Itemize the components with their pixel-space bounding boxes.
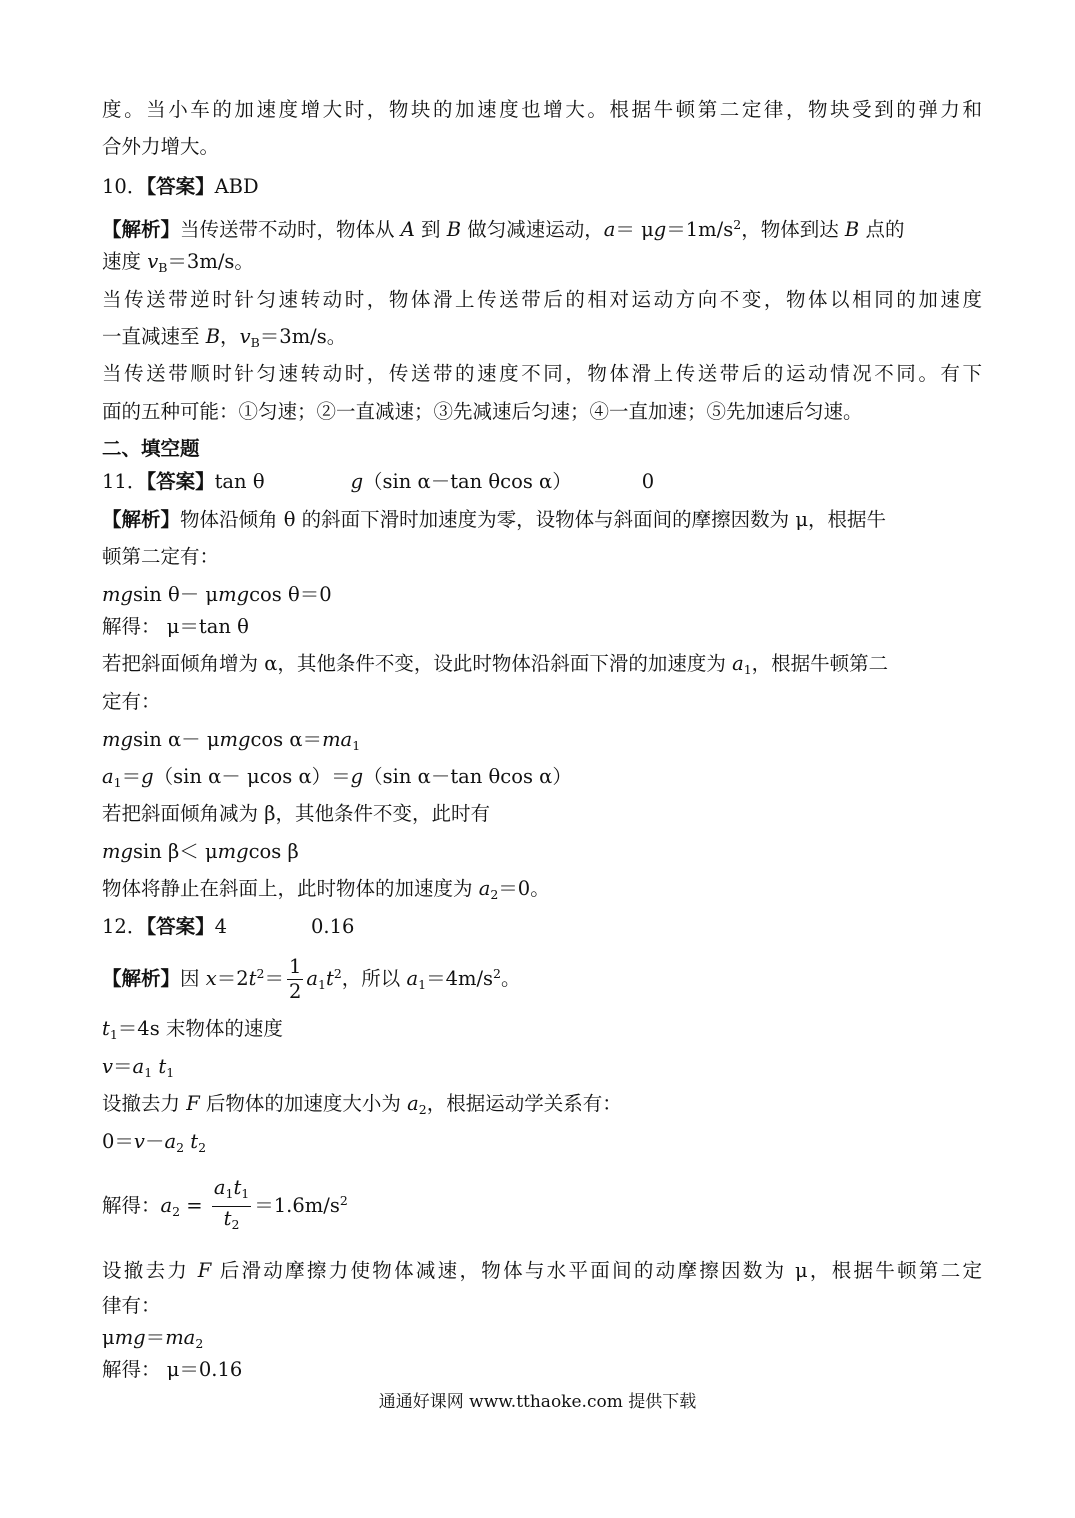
math-var: a — [732, 652, 744, 675]
text-span: ， — [220, 325, 240, 348]
subscript: 2 — [176, 1140, 185, 1155]
question-12-analysis — [102, 946, 982, 1013]
math-var: B — [205, 325, 221, 348]
text-span: ＝0。 — [498, 877, 550, 900]
text-line — [102, 801, 982, 827]
text-span: （sin α－ μcos α）＝ — [153, 765, 351, 788]
text-span: ＝ — [121, 765, 142, 788]
equation-line — [102, 1054, 982, 1086]
text-span: 当传送带逆时针匀速转动时，物体滑上传送带后的相对运动方向不变，物体以相同的加速度 — [102, 288, 982, 311]
question-11-analysis — [102, 507, 982, 533]
text-span: 物体将静止在斜面上，此时物体的加速度为 — [102, 877, 479, 900]
text-span: cos α＝ — [250, 728, 323, 751]
analysis-tag: 【解析】 — [102, 218, 181, 241]
text-span: 解得： μ＝0.16 — [102, 1358, 243, 1381]
subscript: 1 — [144, 1065, 153, 1080]
math-var: a — [407, 1092, 419, 1115]
text-span: sin θ－ μ — [132, 583, 219, 606]
question-11-answer — [102, 469, 982, 495]
text-span: 。 — [501, 967, 521, 990]
text-line — [102, 1091, 982, 1123]
subscript: B — [250, 335, 260, 350]
math-var: v — [239, 325, 251, 348]
text-line — [102, 544, 982, 570]
text-span: 后物体的加速度大小为 — [199, 1092, 408, 1115]
math-var: t — [325, 967, 334, 990]
text-span: 定有： — [102, 690, 161, 713]
text-line — [102, 1258, 982, 1284]
answer-tag: 【答案】 — [146, 915, 215, 938]
question-12-answer — [102, 914, 982, 940]
math-var: t — [102, 1017, 110, 1040]
text-line — [102, 287, 982, 313]
question-10-answer — [102, 174, 982, 200]
math-var: a — [478, 877, 491, 900]
math-var: B — [446, 218, 462, 241]
math-var: v — [133, 1130, 145, 1153]
equation-line — [102, 764, 982, 796]
text-span: ＝ — [145, 1326, 166, 1349]
math-var: a — [132, 1055, 145, 1078]
text-span: 因 — [180, 967, 206, 990]
text-line — [102, 651, 982, 683]
text-span: ，物体到达 — [741, 218, 845, 241]
math-var: mg — [102, 840, 133, 863]
question-number: 10． — [102, 175, 147, 198]
math-var: a — [603, 218, 616, 241]
subscript: 2 — [195, 1336, 204, 1351]
math-var: F — [197, 1259, 212, 1282]
text-line — [102, 876, 982, 908]
subscript: 2 — [172, 1204, 181, 1219]
text-span: sin α－ μ — [132, 728, 220, 751]
math-var: ma — [165, 1326, 196, 1349]
answer-value: （sin α－tan θcos α） — [363, 470, 572, 493]
math-var: t — [248, 967, 257, 990]
math-var: mg — [102, 728, 133, 751]
superscript: 2 — [733, 217, 742, 232]
text-span: 解得： μ＝tan θ — [102, 615, 249, 638]
text-span: ＝1.6m/s — [254, 1194, 340, 1217]
text-span: 面的五种可能：①匀速；②一直减速；③先减速后匀速；④一直加速；⑤先加速后匀速。 — [102, 400, 863, 423]
math-var: F — [186, 1092, 200, 1115]
text-span: ，根据运动学关系有： — [426, 1092, 622, 1115]
text-line — [102, 689, 982, 715]
text-line — [102, 1293, 982, 1319]
math-var: a — [160, 1194, 173, 1217]
math-var: mg — [219, 728, 251, 751]
math-var: g — [350, 470, 364, 493]
fraction-numerator — [212, 1176, 251, 1206]
math-var: v — [147, 250, 159, 273]
answer-value: ABD — [214, 175, 259, 198]
page-footer: 通通好课网 www.tthaoke.com 提供下载 — [378, 1392, 697, 1412]
math-var: ma — [322, 728, 353, 751]
text-line — [102, 614, 982, 640]
text-span: 律有： — [102, 1294, 161, 1317]
text-span: sin β＜ μ — [132, 840, 218, 863]
subscript: B — [158, 260, 168, 275]
math-var: t — [223, 1207, 232, 1230]
subscript: 1 — [318, 977, 326, 992]
subscript: 2 — [198, 1140, 207, 1155]
text-span: 做匀减速运动， — [461, 218, 604, 241]
subscript: 1 — [113, 775, 122, 790]
text-line — [102, 1016, 982, 1048]
text-span: （sin α－tan θcos α） — [363, 765, 572, 788]
math-var: mg — [102, 583, 133, 606]
subscript: 1 — [241, 1186, 250, 1201]
answer-value: tan θ — [214, 470, 265, 493]
text-span: 若把斜面倾角增为 α，其他条件不变，设此时物体沿斜面下滑的加速度为 — [102, 652, 733, 675]
text-line — [102, 399, 982, 425]
text-span: 度。当小车的加速度增大时，物块的加速度也增大。根据牛顿第二定律，物块受到的弹力和 — [102, 98, 982, 121]
text-span: cos θ＝0 — [249, 583, 332, 606]
text-span: 一直减速至 — [102, 325, 206, 348]
text-span: － — [144, 1130, 165, 1153]
text-span: 顿第二定有： — [102, 545, 220, 568]
answer-value: 0 — [641, 470, 655, 493]
math-var: x — [205, 967, 217, 990]
math-var: B — [844, 218, 860, 241]
text-line — [102, 134, 982, 160]
answer-tag: 【答案】 — [146, 175, 215, 198]
text-span: ＝ — [113, 1055, 133, 1078]
subscript: 2 — [490, 887, 499, 902]
subscript: 2 — [231, 1217, 240, 1232]
text-span: 0＝ — [102, 1130, 134, 1153]
text-span: 设撤去力 — [102, 1259, 198, 1282]
text-span: 当传送带不动时，物体从 — [180, 218, 401, 241]
answer-value: 4 — [214, 915, 228, 938]
text-span: 解得： — [102, 1194, 161, 1217]
analysis-tag: 【解析】 — [102, 508, 181, 531]
text-span: ＝1m/s — [666, 218, 734, 241]
text-span: = — [180, 1194, 209, 1217]
math-var: mg — [217, 840, 249, 863]
text-span: ，根据牛顿第二 — [751, 652, 889, 675]
math-var: g — [350, 765, 364, 788]
text-span: ＝ μ — [615, 218, 654, 241]
text-span: ＝4s 末物体的速度 — [117, 1017, 283, 1040]
subscript: 1 — [418, 977, 427, 992]
fraction-denominator — [212, 1207, 251, 1237]
fraction-numerator: 1 — [288, 955, 302, 978]
answer-value: 0.16 — [311, 915, 355, 938]
text-span: 到 — [414, 218, 447, 241]
subscript: 1 — [166, 1065, 175, 1080]
question-number: 12． — [102, 915, 147, 938]
fraction-denominator: 2 — [288, 980, 302, 1003]
math-var: g — [653, 218, 667, 241]
text-span: 速度 — [102, 250, 148, 273]
text-span: ＝3m/s。 — [259, 325, 347, 348]
text-span: 设撤去力 — [102, 1092, 187, 1115]
question-number: 11． — [102, 470, 147, 493]
math-var: mg — [114, 1326, 146, 1349]
math-var: mg — [218, 583, 250, 606]
text-line — [102, 97, 982, 123]
text-span: ＝3m/s。 — [167, 250, 254, 273]
math-var: A — [400, 218, 415, 241]
section-heading — [102, 436, 982, 462]
text-line — [102, 249, 982, 281]
analysis-tag: 【解析】 — [102, 967, 181, 990]
fraction-one-half — [287, 955, 303, 1004]
superscript: 2 — [493, 966, 501, 981]
subscript: 1 — [352, 738, 361, 753]
text-span: 后滑动摩擦力使物体减速，物体与水平面间的动摩擦因数为 μ，根据牛顿第二定 — [211, 1259, 982, 1282]
text-span: ＝ — [264, 967, 284, 990]
math-var: a — [102, 765, 114, 788]
math-var: t — [184, 1130, 199, 1153]
math-var: a — [406, 967, 419, 990]
equation-line — [102, 839, 982, 865]
text-span: ＝4m/s — [426, 967, 494, 990]
math-var: g — [141, 765, 154, 788]
section-title: 二、填空题 — [102, 437, 200, 460]
fraction-a1t1-over-t2 — [212, 1176, 251, 1237]
subscript: 1 — [225, 1186, 234, 1201]
equation-line — [102, 1129, 982, 1161]
equation-line — [102, 582, 982, 608]
superscript: 2 — [339, 1193, 348, 1208]
text-span: 合外力增大。 — [102, 135, 220, 158]
text-span: 物体沿倾角 θ 的斜面下滑时加速度为零，设物体与斜面间的摩擦因数为 μ，根据牛 — [180, 508, 887, 531]
question-10-analysis — [102, 212, 982, 243]
answer-tag: 【答案】 — [146, 470, 215, 493]
text-span: cos β — [248, 840, 299, 863]
math-var: v — [102, 1055, 114, 1078]
text-line — [102, 324, 982, 356]
text-span: 若把斜面倾角减为 β，其他条件不变，此时有 — [102, 802, 490, 825]
text-span: ，所以 — [341, 967, 407, 990]
equation-line — [102, 727, 982, 759]
equation-line — [102, 1172, 982, 1241]
text-span: μ — [102, 1326, 115, 1349]
text-line — [102, 361, 982, 387]
math-var: t — [233, 1176, 242, 1199]
text-line — [102, 1357, 982, 1383]
text-span: 点的 — [859, 218, 905, 241]
math-var: t — [152, 1055, 167, 1078]
subscript: 1 — [109, 1027, 118, 1042]
subscript: 2 — [418, 1102, 427, 1117]
superscript: 2 — [256, 966, 265, 981]
superscript: 2 — [333, 966, 342, 981]
subscript: 1 — [743, 662, 752, 677]
math-var: a — [306, 967, 319, 990]
equation-line — [102, 1325, 982, 1357]
text-span: ＝2 — [216, 967, 249, 990]
text-span: 当传送带顺时针匀速转动时，传送带的速度不同，物体滑上传送带后的运动情况不同。有下 — [102, 362, 982, 385]
math-var: a — [213, 1176, 226, 1199]
math-var: a — [164, 1130, 177, 1153]
